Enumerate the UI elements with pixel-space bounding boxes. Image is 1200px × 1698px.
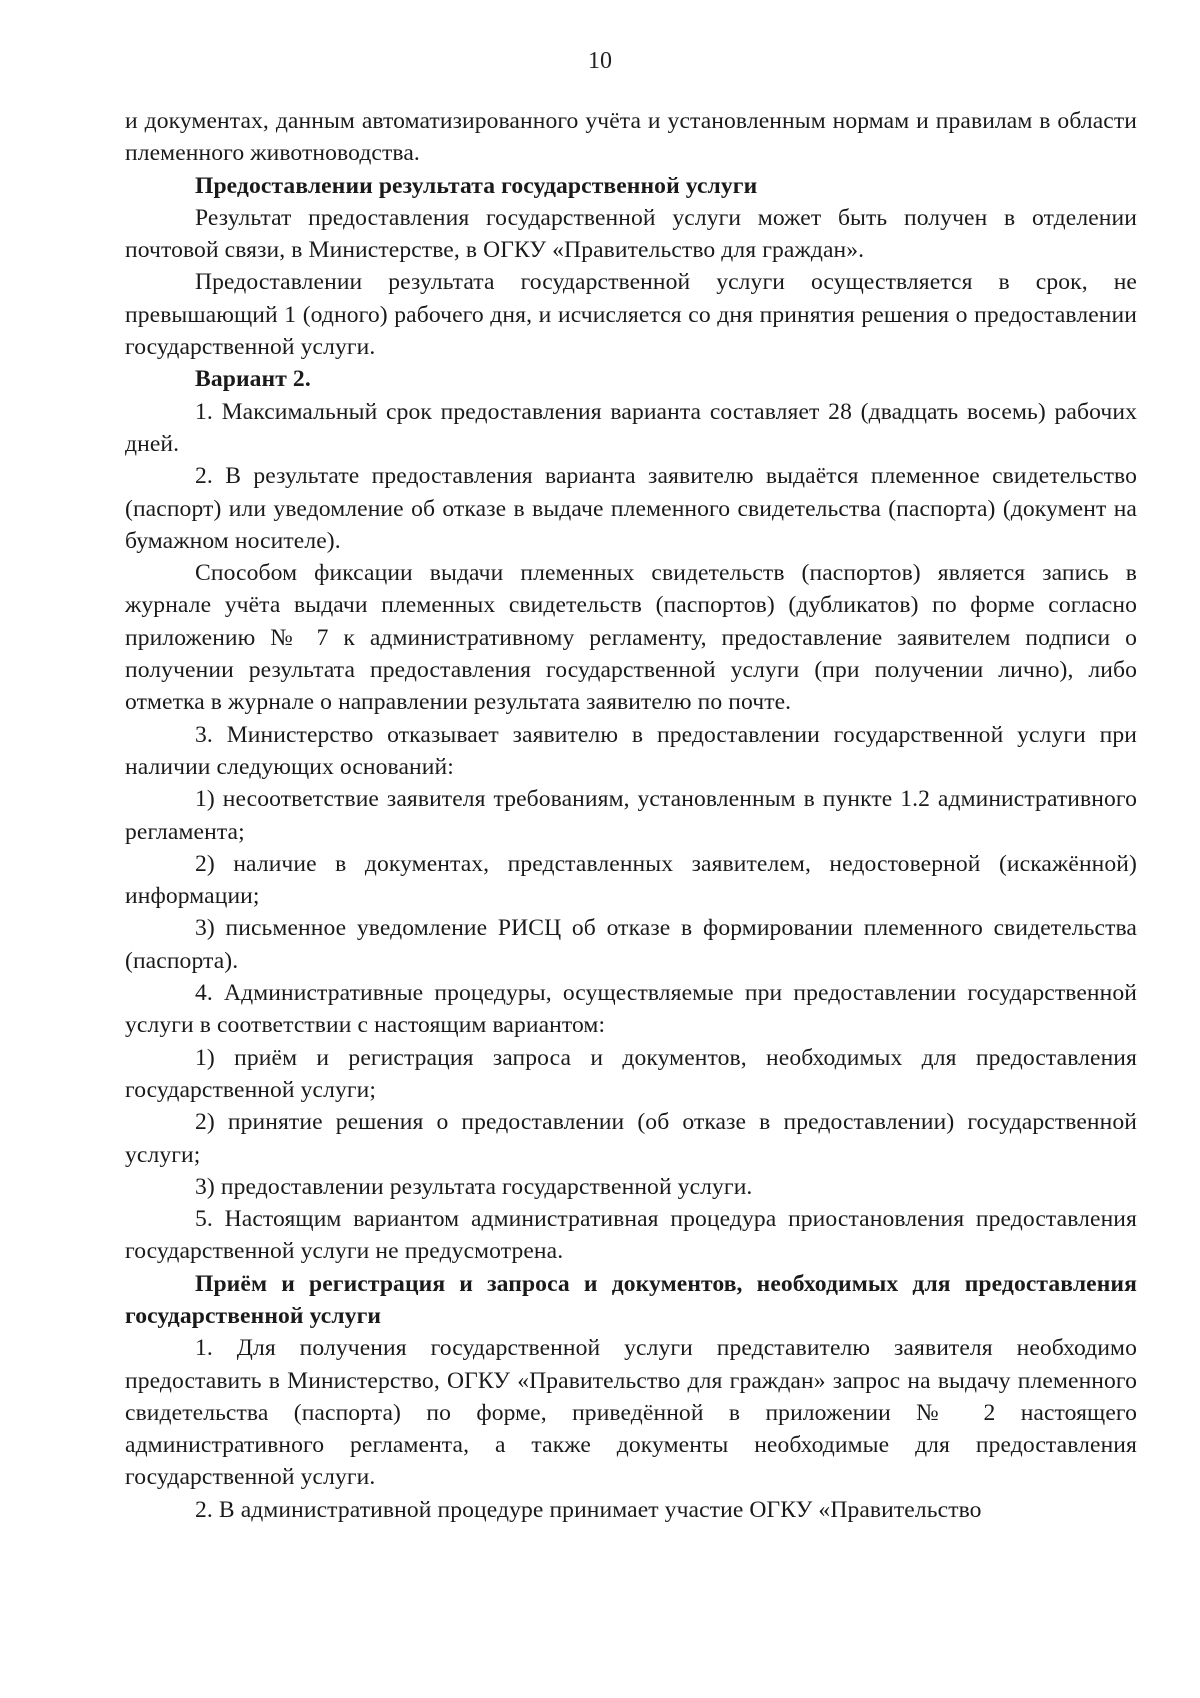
page-number: 10 bbox=[588, 48, 612, 74]
document-body bbox=[125, 105, 1137, 1526]
list-item: 2. В результате предоставления варианта заявителю выдаётся племенное свидетельство (паспорт) или уведомление об отказе в выдаче племенного свидетельства (паспорта) (документ на бумажном носителе). bbox=[125, 463, 1137, 554]
paragraph: Способом фиксации выдачи племенных свидетельств (паспортов) является запись в журнале учёта выдачи племенных свидетельств (паспортов) (дубликатов) по форме согласно приложению № 7 к административному регламенту, предоставление заявителем подписи о получении результата предоставления государственной услуги (при получении лично), либо отметка в журнале о направлении результата заявителю по почте. bbox=[125, 560, 1137, 716]
list-item: 5. Настоящим вариантом административная процедура приостановления предоставления государственной услуги не предусмотрена. bbox=[125, 1206, 1137, 1265]
section-heading-result: Предоставлении результата государственной услуги bbox=[195, 172, 758, 199]
sub-list-item: 2) принятие решения о предоставлении (об отказе в предоставлении) государственной услуги; bbox=[125, 1109, 1137, 1168]
section-heading-variant-2: Вариант 2. bbox=[195, 366, 311, 393]
paragraph: Предоставлении результата государственной услуги осуществляется в срок, не превышающий 1 (одного) рабочего дня, и исчисляется со дня принятия решения о предоставлении государственной услуги. bbox=[125, 269, 1137, 361]
paragraph: Результат предоставления государственной услуги может быть получен в отделении почтовой связи, в Министерстве, в ОГКУ «Правительство для граждан». bbox=[125, 204, 1137, 264]
list-item: 2. В административной процедуре принимает участие ОГКУ «Правительство bbox=[195, 1496, 982, 1523]
sub-list-item: 1) приём и регистрация запроса и документов, необходимых для предоставления государственной услуги; bbox=[125, 1044, 1137, 1103]
list-item: 4. Административные процедуры, осуществляемые при предоставлении государственной услуги в соответствии с настоящим вариантом: bbox=[125, 980, 1137, 1039]
sub-list-item: 3) предоставлении результата государственной услуги. bbox=[195, 1173, 753, 1200]
list-item: 1. Максимальный срок предоставления варианта составляет 28 (двадцать восемь) рабочих дней. bbox=[125, 398, 1137, 457]
sub-list-item: 3) письменное уведомление РИСЦ об отказе в формировании племенного свидетельства (паспорта). bbox=[125, 915, 1137, 974]
sub-list-item: 2) наличие в документах, представленных заявителем, недостоверной (искажённой) информации; bbox=[125, 850, 1137, 910]
paragraph-continuation: и документах, данным автоматизированного учёта и установленным нормам и правилам в области племенного животноводства. bbox=[125, 108, 1137, 167]
list-item: 3. Министерство отказывает заявителю в предоставлении государственной услуги при наличии следующих оснований: bbox=[125, 721, 1137, 780]
list-item: 1. Для получения государственной услуги представителю заявителя необходимо предоставить в Министерство, ОГКУ «Правительство для граждан» запрос на выдачу племенного свидетельства (паспорта) по форме, приведённой в приложении № 2 настоящего административного регламента, а также документы необходимые для предоставления государственной услуги. bbox=[125, 1335, 1137, 1491]
section-heading-reception: Приём и регистрация и запроса и документов, необходимых для предоставления государственной услуги bbox=[125, 1270, 1137, 1329]
sub-list-item: 1) несоответствие заявителя требованиям, установленным в пункте 1.2 административного регламента; bbox=[125, 786, 1137, 845]
